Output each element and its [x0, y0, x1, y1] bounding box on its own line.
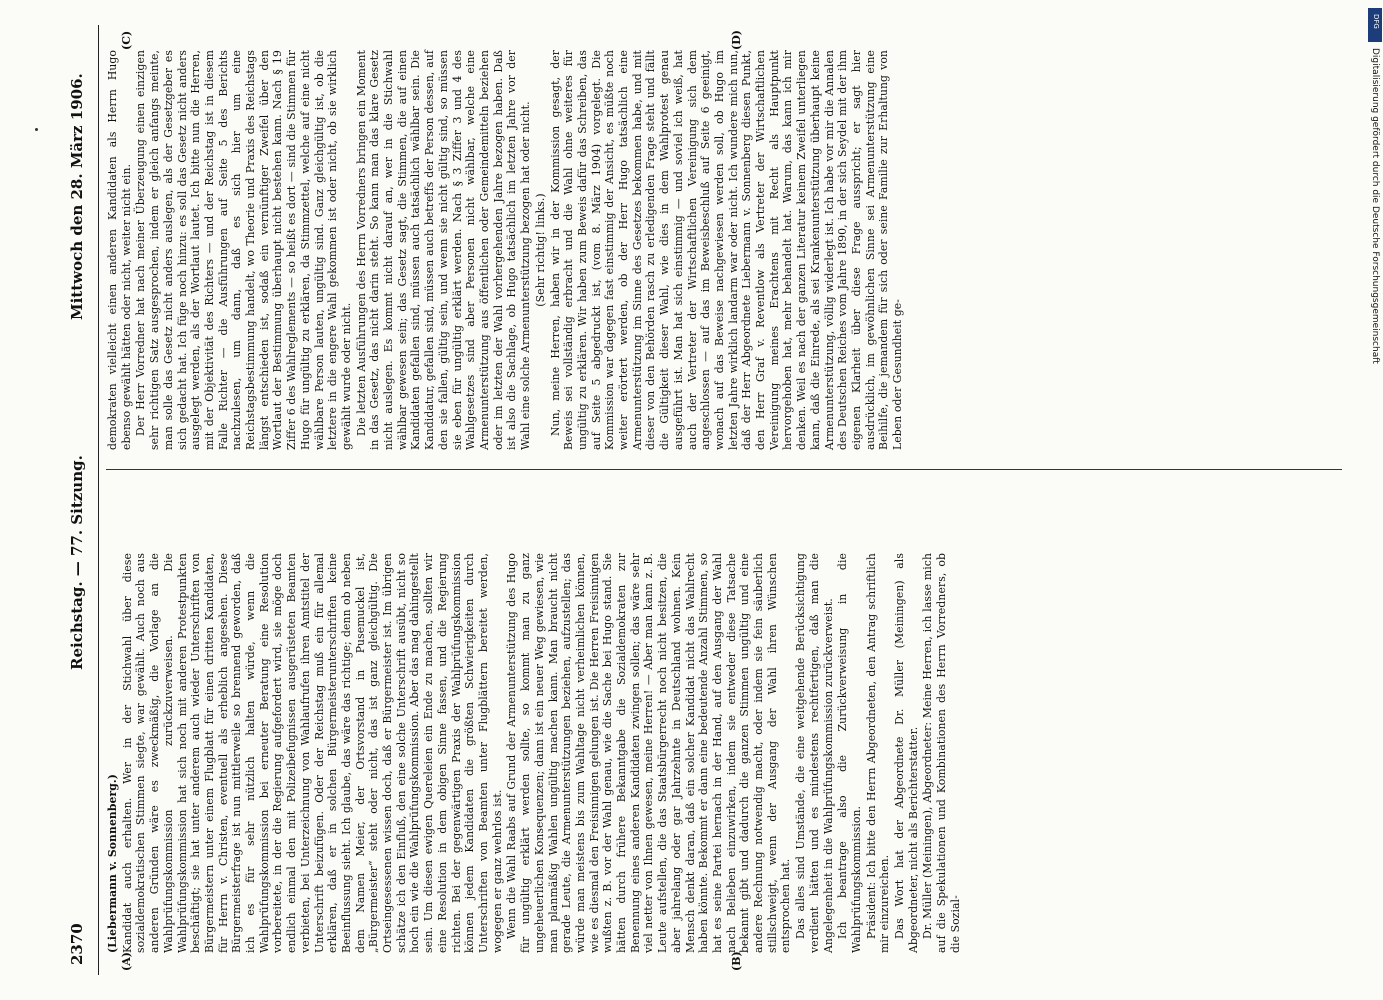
session-title: Reichstag. — 77. Sitzung.: [68, 455, 86, 670]
text-column-right: [106, 50, 1342, 450]
paragraph: Wenn die Wahl Raabs auf Grund der Armenunterstützung des Hugo für ungültig erklärt werden sollte, so kommt man zu ganz ungeheuerlichen Konsequenzen; dann ist ein neuer Weg gewiesen, wie man planmäßig Wahlen ungültig machen kann. Man braucht nicht gerade Leute, die Armenunterstützungen beziehen, aufzustellen; das würde man meistens bis zum Wahltage nicht verheimlichen können, wie es diesmal den Freisinnigen gelungen ist. Die Herren Freisinnigen wußten z. B. vor der Wahl genau, wie die Sache bei Hugo stand. Sie hätten durch frühere Bekanntgabe die Sozialdemokraten zur Benennung eines anderen Kandidaten zwingen sollen; das wäre sehr viel netter von Ihnen gewesen, meine Herren! — Aber man kann z. B. Leute aufstellen, die das Staatsbürgerrecht noch nicht besitzen, die aber jahrelang oder gar Jahrzehnte in Deutschland wohnen. Kein Mensch denkt daran, daß ein solcher Kandidat nicht das Wahlrecht haben könnte. Bekommt er dann eine bedeutende Anzahl Stimmen, so hat es seine Partei hernach in der Hand, auf den Ausgang der Wahl nach Belieben einzuwirken, indem sie entweder diese Tatsache bekannt gibt und dadurch die ganzen Stimmen ungültig und eine andere Rechnung notwendig macht, oder indem sie fein säuberlich stillschweigt, wenn der Ausgang der Wahl ihren Wünschen entsprochen hat.: [505, 553, 793, 953]
paragraph: Präsident: Ich bitte den Herrn Abgeordneten, den Antrag schriftlich mir einzureichen.: [864, 553, 892, 953]
margin-marker-b: (B): [730, 951, 743, 971]
dfg-logo-text: DFG: [1372, 14, 1380, 29]
speaker-heading: (Liebermann v. Sonnenberg.): [106, 773, 119, 953]
paragraph: Dr. Müller (Meiningen), Abgeordneter: Meine Herren, ich lasse mich auf die Spekulationen und Kombinationen des Herrn Vorredners, ob die Sozial-: [921, 553, 962, 953]
rotated-newspaper-page: [40, 25, 1350, 975]
session-date: Mittwoch den 28. März 1906.: [68, 73, 86, 320]
paragraph: Kandidat auch erhalten. Wer in der Stichwahl über diese sozialdemokratischen Stimmen siegte, war gewählt. Auch noch aus anderen Gründen wäre es zweckmäßig, die Vorlage an die Wahlprüfungskommission zurückzuverweisen. Die Wahlprüfungskommission hat sich noch mit anderen Protestpunkten beschäftigt; sie hat unter anderem auch wieder Unterschriften von Bürgermeistern unter einem Flugblatt für einen dritten Kandidaten, für Herrn v. Christen, eventuell als erheblich angesehen. Diese Bürgermeisterfrage ist nun mittlerweile so brennend geworden, daß ich es für sehr nützlich halten würde, wenn die Wahlprüfungskommission bei erneuter Beratung eine Resolution vorbereitete, in der die Regierung aufgefordert wird, sie möge doch endlich einmal den mit Polizeibefugnissen ausgerüsteten Beamten verbieten, bei Unterzeichnung von Wahlaufrufen ihren Amtstitel der Unterschrift beizufügen. Oder der Reichstag muß ein für allemal erklären, daß er in solchen Bürgermeisterunterschriften keine Beeinflussung sieht. Ich glaube, das wäre das richtige; denn ob neben dem Namen Meier, der Ortsvorstand in Pusemuckel ist, „Bürgermeister“ steht oder nicht, das ist ganz gleichgültig. Die Ortseingesessenen wissen doch, daß er Bürgermeister ist. Im übrigen schätze ich den Einfluß, den eine solche Unterschrift ausübt, nicht so hoch ein wie die Wahlprüfungskommission. Aber das mag dahingestellt sein. Um diesen ewigen Quereleien ein Ende zu machen, sollten wir eine Resolution in dem obigen Sinne fassen, und die Regierung richten. Bei der gegenwärtigen Praxis der Wahlprüfungskommission können jedem Kandidaten die größten Schwierigkeiten durch Unterschriften von Beamten unter Flugblättern bereitet werden, wogegen er ganz wehrlos ist.: [120, 553, 504, 953]
paragraph: Das alles sind Umstände, die eine weitgehende Berücksichtigung verdient hätten und es mindestens rechtfertigen, daß man die Angelegenheit in die Wahlprüfungskommission zurückverweist.: [794, 553, 835, 953]
column-divider: [106, 469, 1342, 470]
header-rule: [98, 25, 99, 975]
speck: [35, 128, 38, 131]
digitization-credit: [1368, 8, 1382, 992]
interjection: (Sehr richtig! links.): [533, 193, 547, 307]
paragraph: Ich beantrage also die Zurückverweisung in die Wahlprüfungskommission.: [836, 553, 863, 953]
page-header: [40, 25, 94, 975]
credit-text: Digitalisierung gefördert durch die Deutsche Forschungsgemeinschaft: [1370, 48, 1380, 364]
margin-marker-d: (D): [730, 30, 743, 50]
paragraph: Das Wort hat der Abgeordnete Dr. Müller (Meiningen) als Abgeordneter, nicht als Berichterstatter.: [893, 553, 920, 953]
paragraph: Nun, meine Herren, haben wir in der Kommission gesagt, der Beweis sei vollständig erbracht und die Wahl ohne weiteres für ungültig zu erklären. Wir haben zum Beweis dafür das Schreiben, das auf Seite 5 abgedruckt ist, (vom 8. März 1904) vorgelegt. Die Kommission war dagegen fast einstimmig der Ansicht, es müßte noch weiter erörtert werden, ob der Herr Hugo tatsächlich eine Armenunterstützung im Sinne des Gesetzes bekommen habe, und mit dieser von den Behörden rasch zu erledigenden Frage steht und fällt die Gültigkeit dieser Wahl, wie dies in dem Wahlprotest genau ausgeführt ist. Man hat sich einstimmig — und soviel ich weiß, hat auch der Vertreter der Wirtschaftlichen Vereinigung sich dem angeschlossen — auf das im Beweisbeschluß auf Seite 6 geeinigt, wonach auf das Beweise nachgewiesen werden soll, ob Hugo im letzten Jahre wirklich landarm war oder nicht. Ich wundere mich nun, daß der Herr Abgeordnete Liebermann v. Sonnenberg diesen Punkt, den Herr Graf v. Reventlow als Vertreter der Wirtschaftlichen Vereinigung meines Erachtens mit Recht als Hauptpunkt hervorgehoben hat, mehr behandelt hat. Warum, das kann ich mir denken. Weil es nach der ganzen Literatur keinem Zweifel unterliegen kann, daß die Einrede, als sei Krankenunterstützung überhaupt keine Armenunterstützung, völlig widerlegt ist. Ich habe vor mir die Annalen des Deutschen Reiches vom Jahre 1890, in der sich Seydel mit der ihm eigenen Klarheit über diese Frage ausspricht; er sagt hier ausdrücklich, im gewöhnlichen Sinne sei Armenunterstützung eine Beihilfe, die jemandem für sich oder seine Familie zur Erhaltung von Leben oder Gesundheit ge-: [548, 50, 905, 450]
text-column-left: [106, 553, 1342, 953]
paragraph: demokraten vielleicht einen anderen Kandidaten als Herrn Hugo ebenso gewählt hätten oder nicht, weiter nicht ein.: [106, 50, 133, 450]
paragraph: Die letzten Ausführungen des Herrn Vorredners bringen ein Moment in das Gesetz, das nicht darin steht. So kann man das klare Gesetz nicht auslegen. Es kommt nicht darauf an, wer in die Stichwahl wählbar gewesen sein; das Gesetz sagt, die Stimmen, die auf einen Kandidaten gefallen sind, müssen auch tatsächlich wählbar sein. Die Kandidatur, gefallen sind, müssen auch betreffs der Person dessen, auf den sie fallen, gültig sein, und wenn sie nicht gültig sind, so müssen sie eben für ungültig erklärt werden. Nach § 3 Ziffer 3 und 4 des Wahlgesetzes sind aber Personen nicht wählbar, welche eine Armenunterstützung aus öffentlichen oder Gemeindemitteln beziehen oder im letzten der Wahl vorhergehenden Jahre bezogen haben. Daß ist also die Sachlage, ob Hugo tatsächlich im letzten Jahre vor der Wahl eine solche Armenunterstützung bezogen hat oder nicht.: [354, 50, 533, 450]
page-number: 2370: [68, 923, 86, 965]
margin-marker-c: (C): [120, 30, 133, 50]
paragraph: Der Herr Vorredner hat nach meiner Überzeugung einen einzigen sehr richtigen Satz ausgesprochen, indem er gleich anfangs meinte, man solle das Gesetz nicht anders auslegen, als der Gesetzgeber es sich gedacht hat. Ich füge noch hinzu: es soll das Gesetz nicht anders ausgelegt werden, als der Wortlaut lautet. Ich bitte nun die Herren, mit der Objektivität des Richters — und der Reichstag ist in diesem Falle Richter — die Ausführungen auf Seite 5 des Berichts nachzulesen, um dann, daß es sich hier um eine Reichstagsbestimmung handelt, wo Theorie und Praxis des Reichstags längst entschieden ist, sodaß ein vernünftiger Zweifel über den Wortlaut der Bestimmung überhaupt nicht bestehen kann. Nach § 19 Ziffer 6 des Wahlreglements — so heißt es dort — sind die Stimmen für Hugo für ungültig zu erklären, da Stimmzettel, welche auf eine nicht wählbare Person lauten, ungültig sind. Ganz gleichgültig ist, ob die letztere in die engere Wahl gekommen ist oder nicht, ob sie wirklich gewählt wurde oder nicht.: [134, 50, 353, 450]
margin-marker-a: (A): [120, 952, 133, 971]
